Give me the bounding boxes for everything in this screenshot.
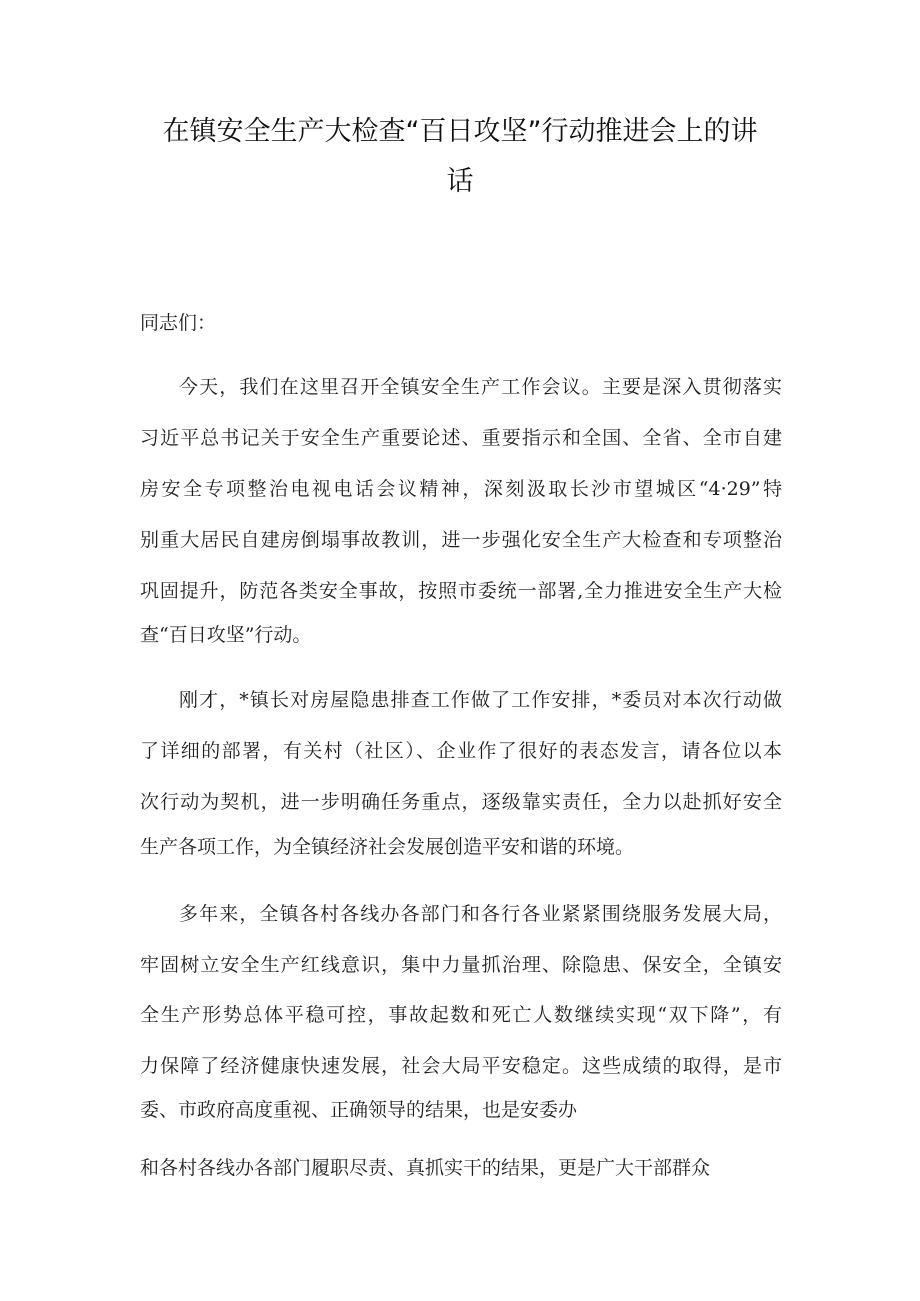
paragraph-3-line: 和各村各线办各部门履职尽责、真抓实干的结果，更是广大干部群众: [140, 1157, 711, 1179]
paragraph-1-line: 今天，我们在这里召开全镇安全生产工作会议。主要是深入贯彻落实: [179, 376, 782, 398]
paragraph-3-line: 牢固树立安全生产红线意识，集中力量抓治理、除隐患、保安全，全镇安: [140, 954, 782, 976]
paragraph-1-line: 别重大居民自建房倒塌事故教训，进一步强化安全生产大检查和专项整治: [140, 529, 782, 551]
paragraph-2-line: 生产各项工作，为全镇经济社会发展创造平安和谐的环境。: [140, 836, 635, 858]
paragraph-3-line: 委、市政府高度重视、正确领导的结果，也是安委办: [140, 1099, 578, 1121]
paragraph-1-line: 巩固提升，防范各类安全事故，按照市委统一部署,全力推进安全生产大检: [140, 580, 782, 602]
document-title-line-1: 在镇安全生产大检查“百日攻坚”行动推进会上的讲: [162, 116, 758, 147]
paragraph-2-line: 刚才，*镇长对房屋隐患排查工作做了工作安排，*委员对本次行动做: [179, 689, 782, 711]
paragraph-3-line: 多年来，全镇各村各线办各部门和各行各业紧紧围绕服务发展大局，: [179, 903, 782, 925]
paragraph-3-line: 力保障了经济健康快速发展，社会大局平安稳定。这些成绩的取得，是市: [140, 1055, 782, 1077]
paragraph-1-line: 房安全专项整治电视电话会议精神，深刻汲取长沙市望城区“4·29”特: [140, 478, 782, 500]
salutation: 同志们：: [140, 312, 217, 334]
paragraph-2-line: 次行动为契机，进一步明确任务重点，逐级靠实责任，全力以赴抓好安全: [140, 791, 782, 813]
document-title-line-2: 话: [446, 166, 474, 197]
paragraph-1-line: 习近平总书记关于安全生产重要论述、重要指示和全国、全省、全市自建: [140, 427, 782, 449]
paragraph-2-line: 了详细的部署，有关村（社区）、企业作了很好的表态发言，请各位以本: [140, 740, 782, 762]
paragraph-3-line: 全生产形势总体平稳可控，事故起数和死亡人数继续实现“双下降”，有: [140, 1004, 782, 1026]
paragraph-1-line: 查“百日攻坚”行动。: [140, 624, 312, 646]
